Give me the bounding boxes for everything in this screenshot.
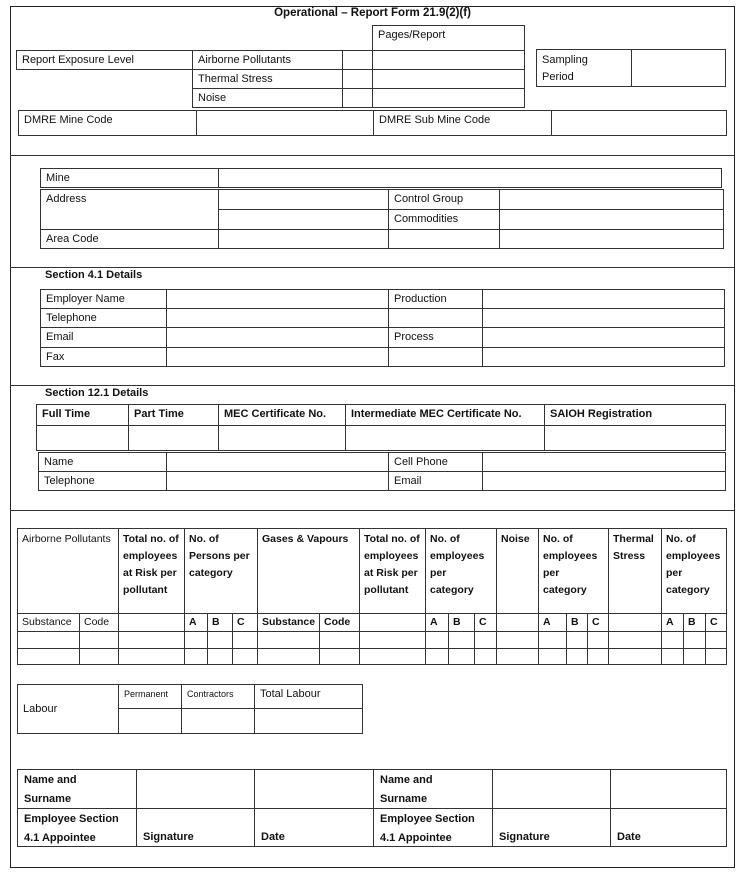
date-field-left[interactable] (254, 808, 374, 847)
employees-per-category-header-gases: No. of employees per category (425, 528, 497, 614)
name-surname-line2: Surname (24, 793, 72, 805)
permanent-field[interactable] (118, 708, 182, 734)
table-cell[interactable] (184, 648, 208, 665)
category-b-header-4: B (683, 613, 706, 632)
pages-report-label: Pages/Report (372, 25, 525, 51)
table-cell[interactable] (207, 631, 233, 649)
table-cell[interactable] (683, 648, 706, 665)
production-field[interactable] (482, 289, 725, 309)
table-cell[interactable] (474, 648, 497, 665)
table-cell[interactable] (17, 631, 80, 649)
table-cell[interactable] (118, 648, 185, 665)
signature-label-left: Signature (143, 831, 194, 843)
pages-report-field-airborne[interactable] (372, 50, 525, 70)
pages-report-field-noise[interactable] (372, 88, 525, 108)
full-time-header: Full Time (36, 404, 129, 426)
saioh-registration-field[interactable] (544, 425, 726, 451)
name-surname-line2: Surname (380, 793, 428, 805)
appointee-line2: 4.1 Appointee (24, 832, 96, 844)
process-label: Process (388, 327, 483, 348)
section-divider (10, 510, 734, 511)
total-at-risk-header-gases: Total no. of employees at Risk per pollutant (359, 528, 426, 614)
fax-label: Fax (40, 347, 167, 367)
commodities-field[interactable] (499, 209, 724, 230)
telephone-label: Telephone (40, 308, 167, 328)
part-time-field[interactable] (128, 425, 219, 451)
sampling-period-field[interactable] (631, 49, 726, 87)
signature-field-left[interactable] (136, 808, 255, 847)
process-extra-label-cell[interactable] (388, 347, 483, 367)
appointee-line2: 4.1 Appointee (380, 832, 452, 844)
name-surname-field-left[interactable] (136, 769, 255, 809)
thermal-subcell (608, 613, 662, 632)
section-12-1-heading: Section 12.1 Details (45, 387, 149, 399)
name-surname-field-right[interactable] (492, 769, 611, 809)
category-b-header-3: B (566, 613, 588, 632)
exposure-airborne-label: Airborne Pollutants (192, 50, 343, 70)
table-cell[interactable] (359, 648, 426, 665)
email-label: Email (40, 327, 167, 348)
section-divider (10, 267, 734, 268)
signature-field-right[interactable] (492, 808, 611, 847)
sampling-period-label-line1: Sampling (542, 54, 588, 66)
dmre-sub-mine-code-label: DMRE Sub Mine Code (373, 110, 552, 136)
table-cell[interactable] (661, 648, 684, 665)
dmre-mine-code-field[interactable] (196, 110, 374, 136)
table-cell[interactable] (232, 631, 258, 649)
intermediate-mec-certificate-field[interactable] (345, 425, 545, 451)
employer-name-field[interactable] (166, 289, 389, 309)
form-title: Operational – Report Form 21.9(2)(f) (274, 7, 471, 19)
exposure-airborne-checkbox[interactable] (342, 50, 373, 70)
noise-subcell (496, 613, 539, 632)
cell-phone-label: Cell Phone (388, 452, 483, 472)
employees-per-category-header-thermal: No. of employees per category (661, 528, 727, 614)
table-cell[interactable] (705, 648, 727, 665)
substance-header-airborne: Substance (17, 613, 80, 632)
table-cell[interactable] (496, 631, 539, 649)
table-cell[interactable] (319, 631, 360, 649)
name-surname-line1: Name and (380, 774, 433, 786)
control-group-field[interactable] (499, 189, 724, 210)
appointee-label-right (373, 808, 493, 847)
table-cell[interactable] (184, 631, 208, 649)
table-cell[interactable] (538, 631, 567, 649)
category-a-header-1: A (184, 613, 208, 632)
name-surname-label-left (17, 769, 137, 809)
contractors-header: Contractors (181, 684, 255, 709)
exposure-thermal-checkbox[interactable] (342, 69, 373, 89)
appointee-label-left (17, 808, 137, 847)
table-cell[interactable] (207, 648, 233, 665)
name-field[interactable] (166, 452, 389, 472)
exposure-noise-label: Noise (192, 88, 343, 108)
mec-certificate-header: MEC Certificate No. (218, 404, 346, 426)
section-divider (10, 155, 734, 156)
mec-certificate-field[interactable] (218, 425, 346, 451)
name-label: Name (38, 452, 167, 472)
table-cell[interactable] (257, 631, 320, 649)
table-cell[interactable] (232, 648, 258, 665)
process-field[interactable] (482, 327, 725, 348)
telephone-12-1-field[interactable] (166, 471, 389, 491)
cell-phone-field[interactable] (482, 452, 726, 472)
total-at-risk-subcell-airborne (118, 613, 185, 632)
table-cell[interactable] (17, 648, 80, 665)
production-label: Production (388, 289, 483, 309)
production-extra-field[interactable] (482, 308, 725, 328)
name-surname-date-field-right[interactable] (610, 769, 727, 809)
table-cell[interactable] (587, 631, 609, 649)
date-label-left: Date (261, 831, 285, 843)
address-label: Address (40, 189, 219, 230)
table-cell[interactable] (683, 631, 706, 649)
area-code-extra-field-2[interactable] (499, 229, 724, 249)
email-12-1-label: Email (388, 471, 483, 491)
employer-name-label: Employer Name (40, 289, 167, 309)
code-header-airborne: Code (79, 613, 119, 632)
contractors-field[interactable] (181, 708, 255, 734)
total-at-risk-header-airborne: Total no. of employees at Risk per pollutant (118, 528, 185, 614)
category-c-header-2: C (474, 613, 497, 632)
email-12-1-field[interactable] (482, 471, 726, 491)
exposure-thermal-label: Thermal Stress (192, 69, 343, 89)
control-group-label: Control Group (388, 189, 500, 210)
signature-label-right: Signature (499, 831, 550, 843)
sampling-period-label (536, 49, 632, 87)
address-field-line1[interactable] (218, 189, 389, 210)
table-cell[interactable] (566, 631, 588, 649)
date-field-right[interactable] (610, 808, 727, 847)
mine-label: Mine (40, 168, 219, 188)
gases-vapours-header: Gases & Vapours (257, 528, 360, 614)
permanent-header: Permanent (118, 684, 182, 709)
part-time-header: Part Time (128, 404, 219, 426)
area-code-field[interactable] (218, 229, 389, 249)
persons-per-category-header: No. of Persons per category (184, 528, 258, 614)
labour-label: Labour (17, 684, 119, 734)
telephone-12-1-label: Telephone (38, 471, 167, 491)
section-divider (10, 385, 734, 386)
pages-report-field-thermal[interactable] (372, 69, 525, 89)
dmre-mine-code-label: DMRE Mine Code (18, 110, 197, 136)
table-cell[interactable] (448, 631, 475, 649)
table-cell[interactable] (359, 631, 426, 649)
saioh-registration-header: SAIOH Registration (544, 404, 726, 426)
table-cell[interactable] (79, 648, 119, 665)
total-at-risk-subcell-gases (359, 613, 426, 632)
name-surname-label-right (373, 769, 493, 809)
full-time-field[interactable] (36, 425, 129, 451)
table-cell[interactable] (705, 631, 727, 649)
area-code-label: Area Code (40, 229, 219, 249)
appointee-line1: Employee Section (380, 813, 475, 825)
table-cell[interactable] (425, 631, 449, 649)
name-surname-date-field-left[interactable] (254, 769, 374, 809)
table-cell[interactable] (538, 648, 567, 665)
mine-field[interactable] (218, 168, 722, 188)
telephone-field[interactable] (166, 308, 389, 328)
name-surname-line1: Name and (24, 774, 77, 786)
noise-header: Noise (496, 528, 539, 614)
address-field-line2[interactable] (218, 209, 389, 230)
category-c-header-4: C (705, 613, 727, 632)
substance-header-gases: Substance (257, 613, 320, 632)
section-4-1-heading: Section 4.1 Details (45, 269, 143, 281)
employees-per-category-header-noise: No. of employees per category (538, 528, 609, 614)
table-cell[interactable] (608, 631, 662, 649)
table-cell[interactable] (79, 631, 119, 649)
report-exposure-level-label: Report Exposure Level (16, 50, 193, 70)
sampling-period-label-line2: Period (542, 71, 574, 83)
intermediate-mec-certificate-header: Intermediate MEC Certificate No. (345, 404, 545, 426)
airborne-pollutants-header: Airborne Pollutants (17, 528, 119, 614)
category-a-header-3: A (538, 613, 567, 632)
fax-field[interactable] (166, 347, 389, 367)
total-labour-header: Total Labour (254, 684, 363, 709)
category-b-header-2: B (448, 613, 475, 632)
table-cell[interactable] (257, 648, 320, 665)
dmre-sub-mine-code-field[interactable] (551, 110, 727, 136)
table-cell[interactable] (425, 648, 449, 665)
commodities-label: Commodities (388, 209, 500, 230)
table-cell[interactable] (566, 648, 588, 665)
total-labour-field[interactable] (254, 708, 363, 734)
category-b-header-1: B (207, 613, 233, 632)
table-cell[interactable] (587, 648, 609, 665)
production-extra-label-cell[interactable] (388, 308, 483, 328)
category-c-header-3: C (587, 613, 609, 632)
table-cell[interactable] (319, 648, 360, 665)
table-cell[interactable] (118, 631, 185, 649)
table-cell[interactable] (474, 631, 497, 649)
process-extra-field[interactable] (482, 347, 725, 367)
appointee-line1: Employee Section (24, 813, 119, 825)
code-header-gases: Code (319, 613, 360, 632)
category-c-header-1: C (232, 613, 258, 632)
thermal-stress-header: Thermal Stress (608, 528, 662, 614)
table-cell[interactable] (496, 648, 539, 665)
area-code-extra-field-1[interactable] (388, 229, 500, 249)
exposure-noise-checkbox[interactable] (342, 88, 373, 108)
email-field[interactable] (166, 327, 389, 348)
table-cell[interactable] (448, 648, 475, 665)
date-label-right: Date (617, 831, 641, 843)
table-cell[interactable] (661, 631, 684, 649)
category-a-header-2: A (425, 613, 449, 632)
table-cell[interactable] (608, 648, 662, 665)
category-a-header-4: A (661, 613, 684, 632)
